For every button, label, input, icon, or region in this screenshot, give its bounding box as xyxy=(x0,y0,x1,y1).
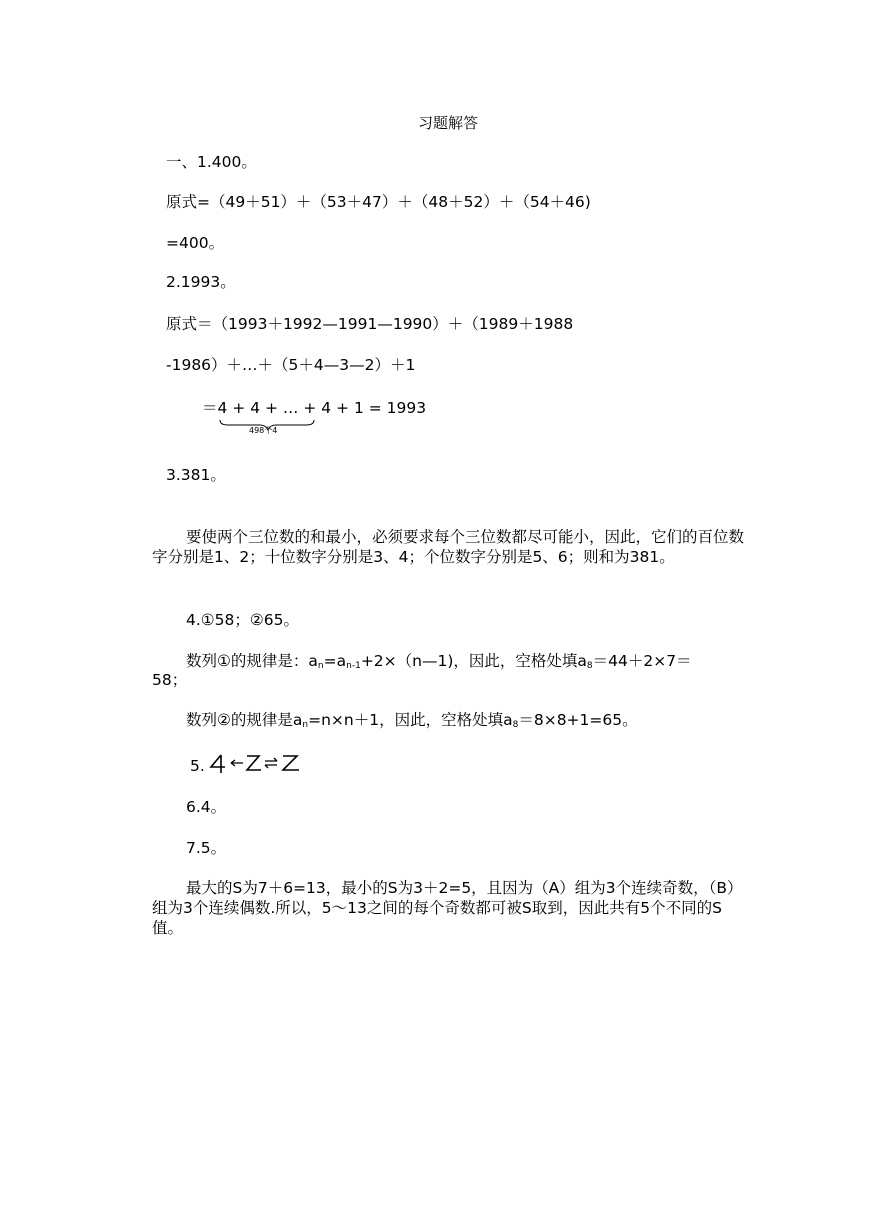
q1-formula-line2: =400。 xyxy=(166,234,225,252)
q4-rule1-text-c: +2×（n—1)，因此，空格处填a xyxy=(360,652,587,670)
q4-rule1-cont: 58； xyxy=(152,671,188,689)
q4-rule1-sub-8: 8 xyxy=(586,661,593,671)
q4-rule2-sub-n: n xyxy=(302,720,309,730)
answer-figure xyxy=(209,753,304,775)
q2-eq-prefix: ＝ xyxy=(202,399,218,417)
q3-heading: 3.381。 xyxy=(166,466,226,484)
q4-rule2-sub-8: 8 xyxy=(512,720,519,730)
q2-formula-line3 xyxy=(202,398,426,418)
q5-heading: 5. xyxy=(190,757,205,775)
q4-rule2-text-b: =n×n＋1，因此，空格处填a xyxy=(308,711,513,729)
brace-label: 498个4 xyxy=(249,426,278,435)
q4-rule1-text-d: ＝44＋2×7＝ xyxy=(592,652,692,670)
page-title: 习题解答 xyxy=(418,114,479,132)
q3-explanation: 要使两个三位数的和最小，必须要求每个三位数都尽可能小，因此，它们的百位数字分别是1、2；十位数字分别是3、4；个位数字分别是5、6；则和为381。 xyxy=(152,528,745,566)
q4-rule1-text-a: 数列①的规律是：a xyxy=(186,652,318,670)
q6-heading: 6.4。 xyxy=(186,798,227,816)
q1-heading: 一、1.400。 xyxy=(166,153,257,171)
q4-rule2-text-a: 数列②的规律是a xyxy=(186,711,303,729)
q7-heading: 7.5。 xyxy=(186,839,227,857)
q2-eq-suffix: + 1 = 1993 xyxy=(331,399,427,417)
q4-rule1-sub-n1: n-1 xyxy=(346,661,361,671)
q2-eq-terms: 4 + 4 + … + 4 xyxy=(217,399,332,417)
q7-explanation: 最大的S为7＋6=13，最小的S为3＋2=5，且因为（A）组为3个连续奇数，（B）组为3个连续偶数.所以，5～13之间的每个奇数都可被S取到，因此共有5个不同的S值。 xyxy=(152,879,743,937)
q2-formula-line2: -1986）＋…＋（5＋4—3—2）＋1 xyxy=(166,356,416,374)
q1-formula-line1: 原式=（49＋51）＋（53＋47）＋（48＋52）＋（54＋46) xyxy=(166,193,591,211)
q4-rule1-text-b: =a xyxy=(323,652,347,670)
q2-heading: 2.1993。 xyxy=(166,273,236,291)
q2-formula-line1: 原式＝（1993＋1992—1991—1990）＋（1989＋1988 xyxy=(166,315,574,333)
q4-rule2 xyxy=(186,710,638,735)
q4-heading: 4.①58；②65。 xyxy=(186,611,300,629)
q4-rule2-text-c: ＝8×8+1=65。 xyxy=(518,711,638,729)
q4-rule1-sub-n: n xyxy=(317,661,324,671)
q4-rule1 xyxy=(186,651,692,676)
